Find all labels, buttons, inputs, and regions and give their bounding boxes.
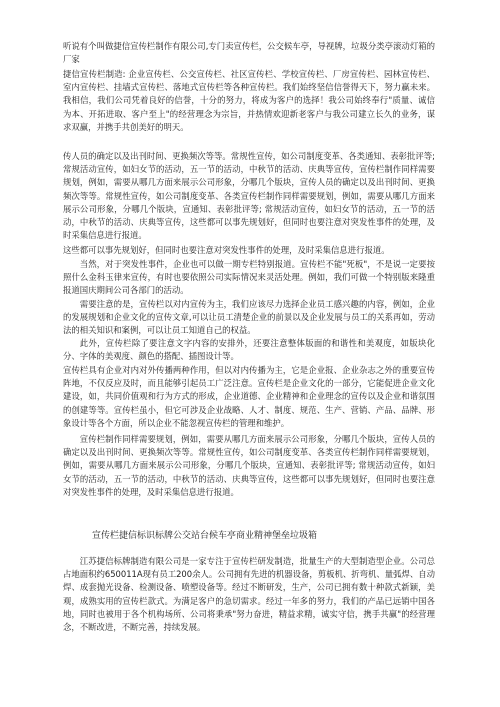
- internal-focus-paragraph: 需要注意的是，宣传栏以对内宣传为主，我们应该尽力选择企业员工感兴趣的内容，例如，企业的发展规划和企业文化的宣传文章,可以让员工清楚企业的前景以及企业发展与员工的关系再如，劳动法的相关知识和案例，可以让员工知道自己的权益。: [63, 299, 435, 336]
- layout-paragraph: 此外，宣传栏除了要注意文字内容的安排外，还要注意整体版面的和谐性和美观度，如版块化分、字体的美观度、颜色的搭配、插图设计等。: [63, 338, 435, 362]
- planning-note-paragraph: 这些都可以事先规划好，但同时也要注意对突发性事件的处理，及时采集信息进行报道。: [63, 245, 390, 255]
- section-heading: 宣传栏捷信标识标牌公交站台候车亭商业精神堡垒垃圾箱: [92, 531, 318, 541]
- special-report-paragraph: 当然，对于突发性事件，企业也可以做一期专栏特别报道。宣传栏不能"死板"，不是说一定要按照什么金科玉律来宣传，有时也要依照公司实际情况来灵活处理。例如，我们可做一个特别版来隆重报道国庆期间公司各部门的活动。: [63, 259, 435, 296]
- culture-paragraph: 宣传栏具有企业对内对外传播两种作用，但以对内传播为主，它是企业报、企业杂志之外的重要宣传阵地，不仅反应及时，而且能够引起员工广泛注意。宣传栏是企业文化的一部分，它能促进企业文化建设，如，共同价值观和行为方式的形成，企业道德、企业精神和企业理念的宣传以及企业和谐氛围的创建等等。宣传栏虽小，但它可涉及企业战略、人才、制度、规范、生产、营销、产品、品牌、形象设计等各个方面，所以企业不能忽视宣传栏的管理和维护。: [63, 365, 435, 428]
- intro-paragraph: 听说有个叫做捷信宣传栏制作有限公司,专门卖宣传栏，公交候车亭，导视牌，垃圾分类亭滚动灯箱的厂家: [63, 41, 435, 65]
- company-intro-paragraph: 江苏捷信标牌制造有限公司是一家专注于宣传栏研发制造，批量生产的大型制造型企业。公司总占地面积约650011A现有员工200余人。公司拥有先进的机器设备，剪板机、折弯机、量弧焊、自动焊、成套抛光设备、检测设备、喷塑设备等。经过不断研发，生产，公司已拥有数十种款式新颖，美观，成熟实用的宣传栏款式。为满足客户的急切需求。经过一年多的努力，我们的产品已远销中国各地，同时也被用于各个机构场所、公司将秉承"努力奋进，精益求精，诚实守信，携手共赢"的经营理念，不断改进，不断完善，持续发展。: [63, 556, 435, 633]
- planning-repeat-paragraph: 宣传栏制作同样需要规划，例如，需要从哪几方面来展示公司形象，分哪几个版块，宣传人员的确定以及出刊时间、更换频次等等。常规性宣传，如公司制度变革、各类宣传栏制作同样需要规划，例如，需要从哪几方面来展示公司形象，分哪几个版块，宣通知、表彰批评等; 常规活动宣传，如妇女节的活动，五一节的活动，中秋节的活动、庆典等宣传，这些都可以事先规划好，但同时也要注意对突发性事件的处理，及时采集信息进行报道。: [63, 434, 435, 497]
- planning-paragraph: 传人员的确定以及出刊时间、更换频次等等。常规性宣传，如公司制度变革、各类通知、表彰批评等; 常规活动宣传，如妇女节的活动，五一节的活动，中秋节的活动、庆典等宣传，宣传栏制作同样需要规划，例如，需要从哪几方面来展示公司形象，分哪几个版块，宣传人员的确定以及出刊时间、更换频次等等。常规性宣传，如公司制度变革、各类宣传栏制作同样需要规划，例如，需要从哪几方面来展示公司形象，分哪几个版块，宣通知、表彰批评等; 常规活动宣传，如妇女节的活动，五一节的活动，中秋节的活动、庆典等宣传，这些都可以事先规划好，但同时也要注意对突发性事件的处理，及时采集信息进行报道。: [63, 151, 435, 241]
- products-paragraph: 捷信宣传栏制造: 企业宣传栏、公交宣传栏、社区宣传栏、学校宣传栏、厂房宣传栏、园林宣传栏、室内宣传栏、挂墙式宣传栏、落地式宣传栏等各种宣传栏。我们始终坚信信誉得天下，努力赢未来。我相信，我们公司凭着良好的信誉，十分的努力，将成为客户的选择！我公司始终奉行"质量、诚信为本、开拓进取、客户至上"的经营理念为宗旨，并热情欢迎新老客户与我公司建立长久的业务，谋求双赢，并携手共创美好的明天。: [63, 69, 435, 132]
